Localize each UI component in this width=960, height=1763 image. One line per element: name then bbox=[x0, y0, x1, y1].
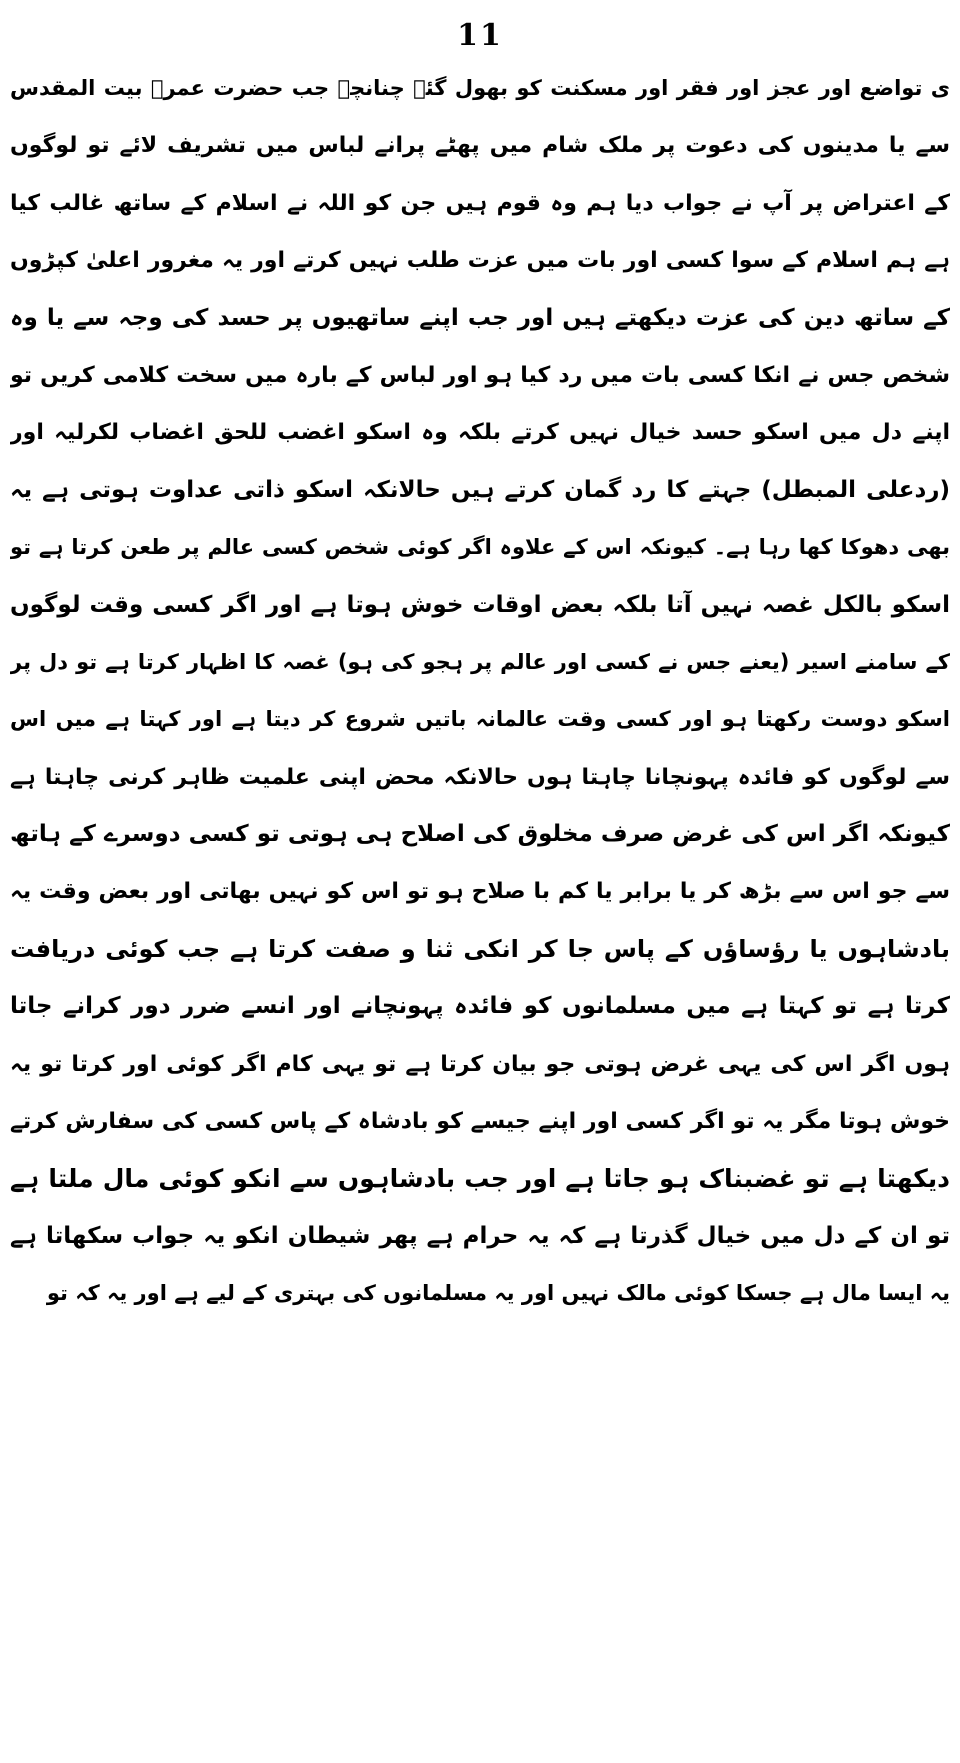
text-line-1: ی تواضع اور عجز اور فقر اور مسکنت کو بھول گئے چنانچہ جب حضرت عمرؓ بیت المقدس bbox=[10, 76, 950, 100]
text-line-13: سے لوگوں کو فائدہ پہونچانا چاہتا ہوں حالانکہ محض اپنی علمیت ظاہر کرنی چاہتا ہے bbox=[10, 764, 950, 790]
body-text bbox=[10, 60, 950, 1323]
text-line-8: (ردعلی المبطل) جہتے کا رد گمان کرتے ہیں حالانکہ اسکو ذاتی عداوت ہوتی ہے یہ bbox=[10, 476, 950, 503]
text-line-3: کے اعتراض پر آپ نے جواب دیا ہم وہ قوم ہیں جن کو اللہ نے اسلام کے ساتھ غالب کیا bbox=[10, 190, 950, 216]
text-line-18: ہوں اگر اس کی یہی غرض ہوتی جو بیان کرتا ہے تو یہی کام اگر کوئی اور کرتا تو یہ bbox=[10, 1051, 950, 1077]
text-line-2: سے یا مدینوں کی دعوت پر ملک شام میں پھٹے پرانے لباس میں تشریف لائے تو لوگوں bbox=[10, 133, 950, 159]
text-line-22: یہ ایسا مال ہے جسکا کوئی مالک نہیں اور یہ مسلمانوں کی بہتری کے لیے ہے اور یہ کہ تو bbox=[46, 1281, 950, 1306]
text-line-20: دیکھتا ہے تو غضبناک ہو جاتا ہے اور جب بادشاہوں سے انکو کوئی مال ملتا ہے bbox=[10, 1164, 950, 1194]
text-line-5: کے ساتھ دین کی عزت دیکھتے ہیں اور جب اپنے ساتھیوں پر حسد کی وجہ سے یا وہ bbox=[10, 304, 950, 331]
text-line-16: بادشاہوں یا رؤساؤں کے پاس جا کر انکی ثنا و صفت کرتا ہے جب کوئی دریافت bbox=[10, 934, 950, 963]
page-number: 11 bbox=[457, 18, 503, 53]
text-line-11: کے سامنے اسیر (یعنے جس نے کسی اور عالم پر ہجو کی ہو) غصہ کا اظہار کرتا ہے تو دل پر bbox=[10, 649, 950, 674]
text-line-15: سے جو اس سے بڑھ کر یا برابر یا کم با صلاح ہو تو اس کو نہیں بھاتی اور بعض وقت یہ bbox=[10, 879, 950, 905]
text-line-14: کیونکہ اگر اس کی غرض صرف مخلوق کی اصلاح ہی ہوتی تو کسی دوسرے کے ہاتھ bbox=[10, 821, 950, 848]
text-line-17: کرتا ہے تو کہتا ہے میں مسلمانوں کو فائدہ پہونچانے اور انسے ضرر دور کرانے جاتا bbox=[10, 993, 950, 1020]
text-line-6: شخص جس نے انکا کسی بات میں رد کیا ہو اور لباس کے بارہ میں سخت کلامی کریں تو bbox=[10, 362, 950, 388]
text-line-7: اپنے دل میں اسکو حسد خیال نہیں کرتے بلکہ وہ اسکو اغضب للحق اغضاب لکرلیہ اور bbox=[10, 420, 950, 446]
text-line-19: خوش ہوتا مگر یہ تو اگر کسی اور اپنے جیسے کو بادشاہ کے پاس کسی کی سفارش کرتے bbox=[10, 1109, 950, 1135]
text-line-10: اسکو بالکل غصہ نہیں آتا بلکہ بعض اوقات خوش ہوتا ہے اور اگر کسی وقت لوگوں bbox=[10, 591, 950, 618]
text-line-4: ہے ہم اسلام کے سوا کسی اور بات میں عزت طلب نہیں کرتے اور یہ مغرور اعلیٰ کپڑوں bbox=[10, 248, 950, 274]
text-line-9: بھی دھوکا کھا رہا ہے۔ کیونکہ اس کے علاوہ اگر کوئی شخص کسی عالم پر طعن کرتا ہے تو bbox=[10, 535, 950, 560]
text-line-12: اسکو دوست رکھتا ہو اور کسی وقت عالمانہ باتیں شروع کر دیتا ہے اور کہتا ہے میں اس bbox=[10, 707, 950, 732]
text-line-21: تو ان کے دل میں خیال گذرتا ہے کہ یہ حرام ہے پھر شیطان انکو یہ جواب سکھاتا ہے bbox=[10, 1222, 950, 1249]
